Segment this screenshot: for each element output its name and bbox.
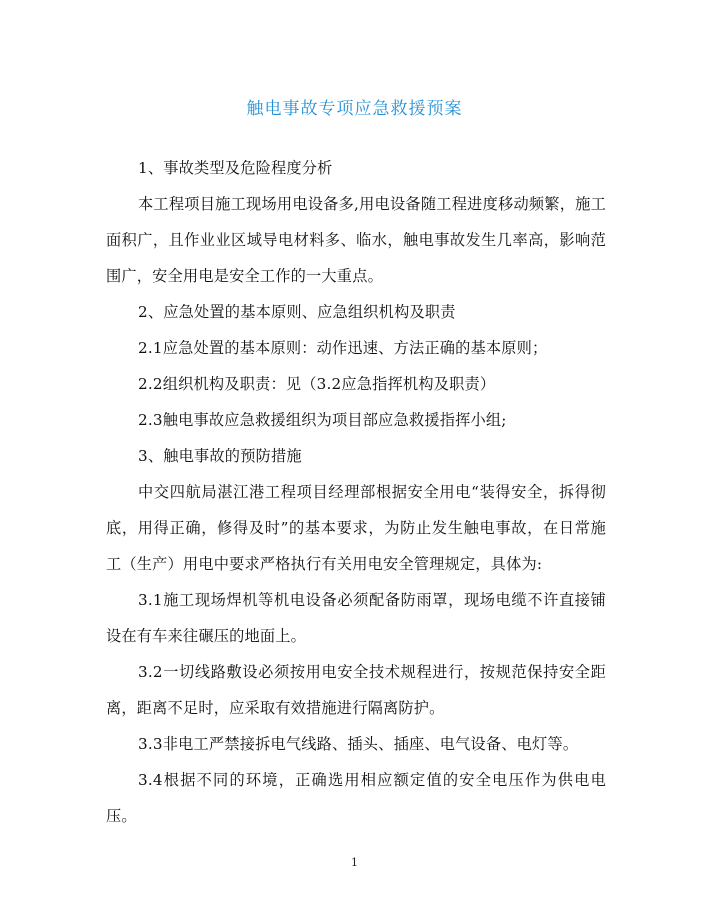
- paragraph: 3.3非电工严禁接拆电气线路、插头、插座、电气设备、电灯等。: [138, 735, 579, 753]
- paragraph: 3.4根据不同的环境，正确选用相应额定值的安全电压作为供电电压。: [106, 771, 606, 825]
- section-heading: 1、事故类型及危险程度分析: [138, 159, 333, 177]
- document-title: 触电事故专项应急救援预案: [246, 99, 463, 119]
- paragraph: 2.2组织机构及职责：见（3.2应急指挥机构及职责）: [138, 375, 496, 393]
- paragraph: 3.1施工现场焊机等机电设备必须配备防雨罩，现场电缆不许直接铺设在有车来往碾压的地面上。: [106, 591, 606, 645]
- document-body: [106, 150, 606, 834]
- paragraph: 2.3触电事故应急救援组织为项目部应急救援指挥小组;: [138, 411, 507, 429]
- section-heading: 2、应急处置的基本原则、应急组织机构及职责: [138, 303, 456, 321]
- paragraph: 2.1应急处置的基本原则：动作迅速、方法正确的基本原则；: [138, 339, 548, 357]
- paragraph: 本工程项目施工现场用电设备多,用电设备随工程进度移动频繁，施工面积广，且作业业区域导电材料多、临水，触电事故发生几率高，影响范围广，安全用电是安全工作的一大重点。: [106, 195, 606, 285]
- paragraph: 中交四航局湛江港工程项目经理部根据安全用电“装得安全，拆得彻底，用得正确，修得及时”的基本要求，为防止发生触电事故，在日常施工（生产）用电中要求严格执行有关用电安全管理规定，具体为:: [106, 483, 606, 573]
- page-number: 1: [351, 856, 358, 869]
- section-heading: 3、触电事故的预防措施: [138, 447, 302, 465]
- paragraph: 3.2一切线路敷设必须按用电安全技术规程进行，按规范保持安全距离，距离不足时，应采取有效措施进行隔离防护。: [106, 663, 606, 717]
